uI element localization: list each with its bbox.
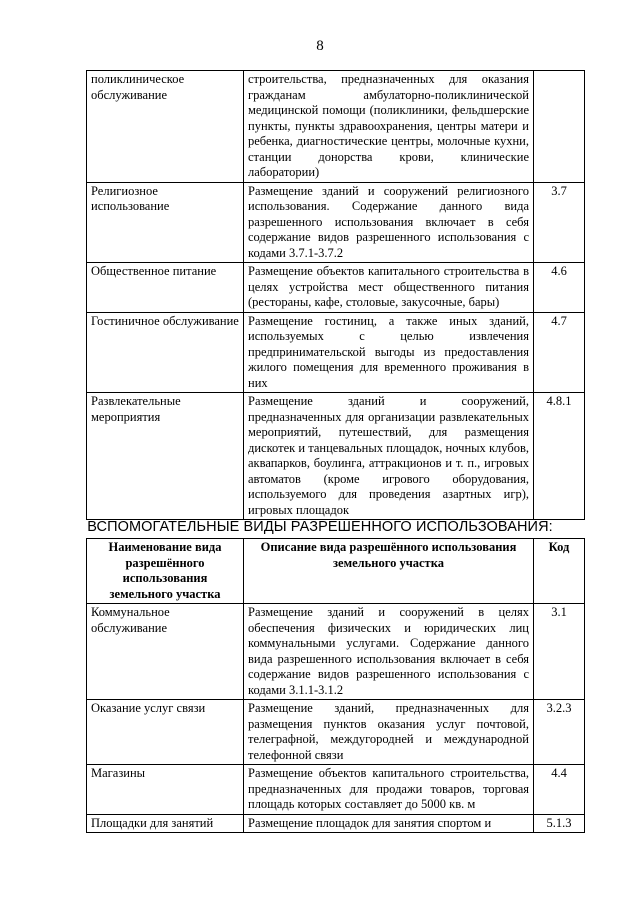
use-name-cell: Оказание услуг связи [87,700,244,765]
use-description-cell: строительства, предназначенных для оказания гражданам амбулаторно-поликлинической медицинской помощи (поликлиники, фельдшерские пункты, пункты здравоохранения, центры матери и ребенка, диагностические центры, молочные кухни, станции донорства крови, клинические лаборатории) [244,71,534,183]
use-name-cell: Магазины [87,765,244,815]
table-header-row [87,539,585,604]
use-code-cell: 4.7 [534,312,585,393]
table-row [87,700,585,765]
use-description-cell: Размещение объектов капитального строительства в целях устройства мест общественного питания (рестораны, кафе, столовые, закусочные, бары) [244,263,534,313]
column-header-name: Наименование вида разрешённого использования земельного участка [87,539,244,604]
use-code-cell: 4.6 [534,263,585,313]
auxiliary-use-table [86,538,585,833]
table-row [87,263,585,313]
use-name-cell: Религиозное использование [87,182,244,263]
table-row [87,393,585,520]
use-description-cell: Размещение зданий и сооружений, предназначенных для организации развлекательных мероприятий, путешествий, для размещения дискотек и танцевальных площадок, ночных клубов, аквапарков, боулинга, аттракционов и т. п., игровых автоматов (кроме игрового оборудования, используемого для проведения азартных игр), игровых площадок [244,393,534,520]
use-code-cell: 3.1 [534,604,585,700]
use-description-cell: Размещение зданий и сооружений в целях обеспечения физических и юридических лиц коммунальными услугами. Содержание данного вида разрешенного использования включает в себя содержание видов разрешенного использования с кодами 3.1.1-3.1.2 [244,604,534,700]
use-name-cell: Площадки для занятий [87,814,244,833]
use-description-cell: Размещение площадок для занятия спортом и [244,814,534,833]
table-row [87,604,585,700]
use-description-cell: Размещение объектов капитального строительства, предназначенных для продажи товаров, торговая площадь которых составляет до 5000 кв. м [244,765,534,815]
use-code-cell: 3.2.3 [534,700,585,765]
use-code-cell: 3.7 [534,182,585,263]
use-code-cell: 5.1.3 [534,814,585,833]
use-code-cell: 4.4 [534,765,585,815]
section-heading: ВСПОМОГАТЕЛЬНЫЕ ВИДЫ РАЗРЕШЕННОГО ИСПОЛЬЗОВАНИЯ: [87,519,553,535]
use-name-cell: Коммунальное обслуживание [87,604,244,700]
table-row [87,182,585,263]
page-number: 8 [316,38,324,54]
use-description-cell: Размещение гостиниц, а также иных зданий, используемых с целью извлечения предпринимательской выгоды из предоставления жилого помещения для временного проживания в них [244,312,534,393]
use-name-cell: поликлиническое обслуживание [87,71,244,183]
table-row [87,71,585,183]
use-name-cell: Гостиничное обслуживание [87,312,244,393]
use-code-cell: 4.8.1 [534,393,585,520]
permitted-use-table [86,70,585,520]
table-row [87,814,585,833]
table-row [87,312,585,393]
table-row [87,765,585,815]
use-name-cell: Развлекательные мероприятия [87,393,244,520]
use-description-cell: Размещение зданий и сооружений религиозного использования. Содержание данного вида разрешенного использования включает в себя содержание видов разрешенного использования с кодами 3.7.1-3.7.2 [244,182,534,263]
column-header-description: Описание вида разрешённого использования земельного участка [244,539,534,604]
use-description-cell: Размещение зданий, предназначенных для размещения пунктов оказания услуг почтовой, телеграфной, междугородней и международной телефонной связи [244,700,534,765]
column-header-code: Код [534,539,585,604]
use-code-cell [534,71,585,183]
use-name-cell: Общественное питание [87,263,244,313]
